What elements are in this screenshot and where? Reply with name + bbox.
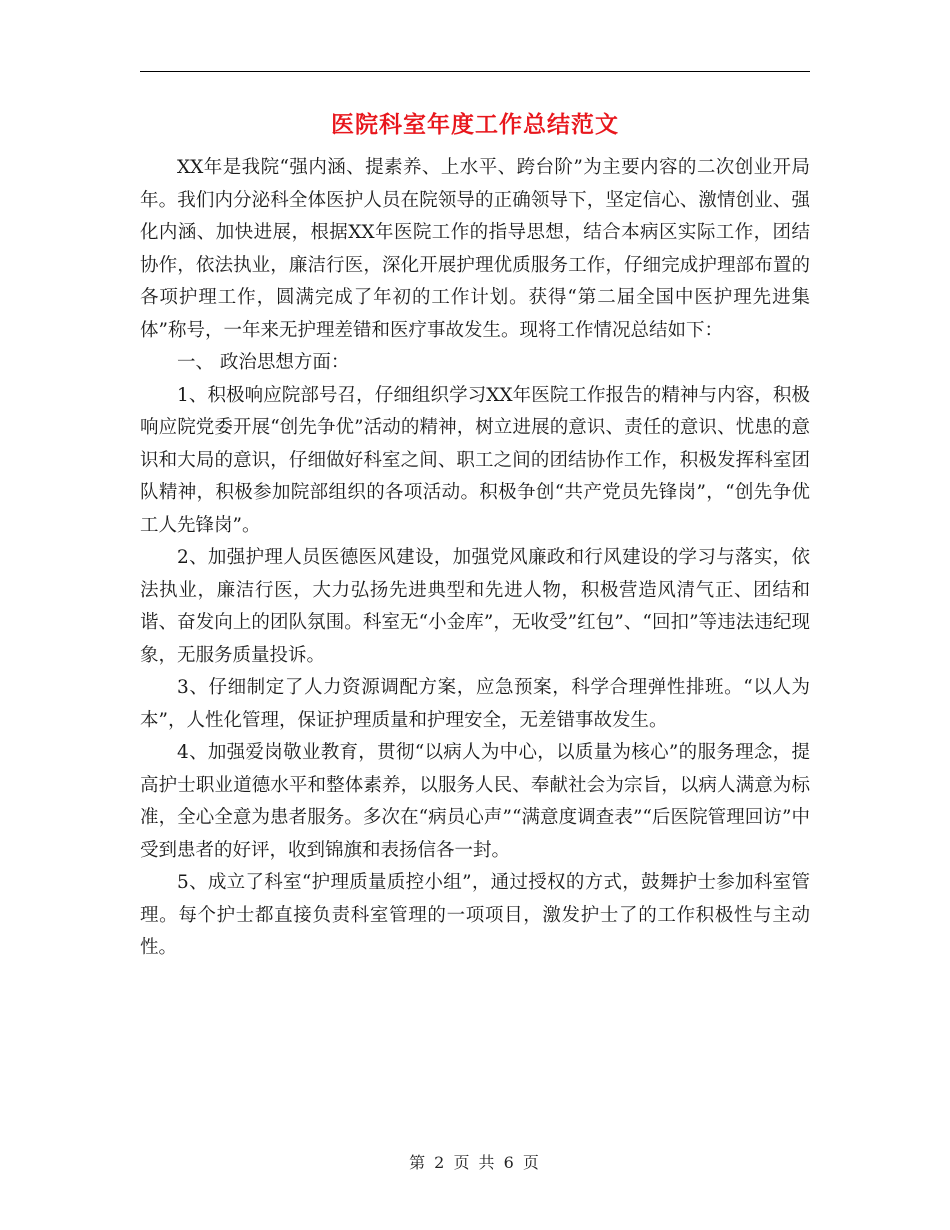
paragraph-item-1: 1、积极响应院部号召，仔细组织学习XX年医院工作报告的精神与内容，积极响应院党委开展“创先争优”活动的精神，树立进展的意识、责任的意识、忧患的意识和大局的意识，仔细做好科室之间、职工之间的团结协作工作，积极发挥科室团队精神，积极参加院部组织的各项活动。积极争创“共产党员先锋岗”，“创先争优工人先锋岗”。 [140, 384, 810, 536]
section-heading: 一、 政治思想方面： [177, 352, 350, 373]
page-number-footer: 第 2 页 共 6 页 [409, 1153, 541, 1172]
document-body [140, 152, 810, 965]
paragraph-item-2: 2、加强护理人员医德医风建设，加强党风廉政和行风建设的学习与落实，依法执业，廉洁行医，大力弘扬先进典型和先进人物，积极营造风清气正、团结和谐、奋发向上的团队氛围。科室无“小金库”，无收受”红包”、“回扣”等违法违纪现象，无服务质量投诉。 [140, 547, 810, 666]
paragraph-item-5: 5、成立了科室“护理质量质控小组”，通过授权的方式，鼓舞护士参加科室管理。每个护士都直接负责科室管理的一项项目，激发护士了的工作积极性与主动性。 [140, 872, 810, 958]
paragraph-item-4: 4、加强爱岗敬业教育，贯彻“以病人为中心，以质量为核心”的服务理念，提高护士职业道德水平和整体素养，以服务人民、奉献社会为宗旨，以病人满意为标准，全心全意为患者服务。多次在“病员心声”“满意度调查表”“后医院管理回访”中受到患者的好评，收到锦旗和表扬信各一封。 [140, 742, 810, 861]
document-title: 医院科室年度工作总结范文 [331, 111, 619, 138]
paragraph-intro: XX年是我院“强内涵、提素养、上水平、跨台阶”为主要内容的二次创业开局年。我们内分泌科全体医护人员在院领导的正确领导下，坚定信心、激情创业、强化内涵、加快进展，根据XX年医院工作的指导思想，结合本病区实际工作，团结协作，依法执业，廉洁行医，深化开展护理优质服务工作，仔细完成护理部布置的各项护理工作，圆满完成了年初的工作计划。获得“第二届全国中医护理先进集体”称号，一年来无护理差错和医疗事故发生。现将工作情况总结如下： [140, 157, 810, 341]
paragraph-item-3: 3、仔细制定了人力资源调配方案，应急预案，科学合理弹性排班。“以人为本”，人性化管理，保证护理质量和护理安全，无差错事故发生。 [140, 677, 810, 731]
header-rule [140, 71, 810, 72]
